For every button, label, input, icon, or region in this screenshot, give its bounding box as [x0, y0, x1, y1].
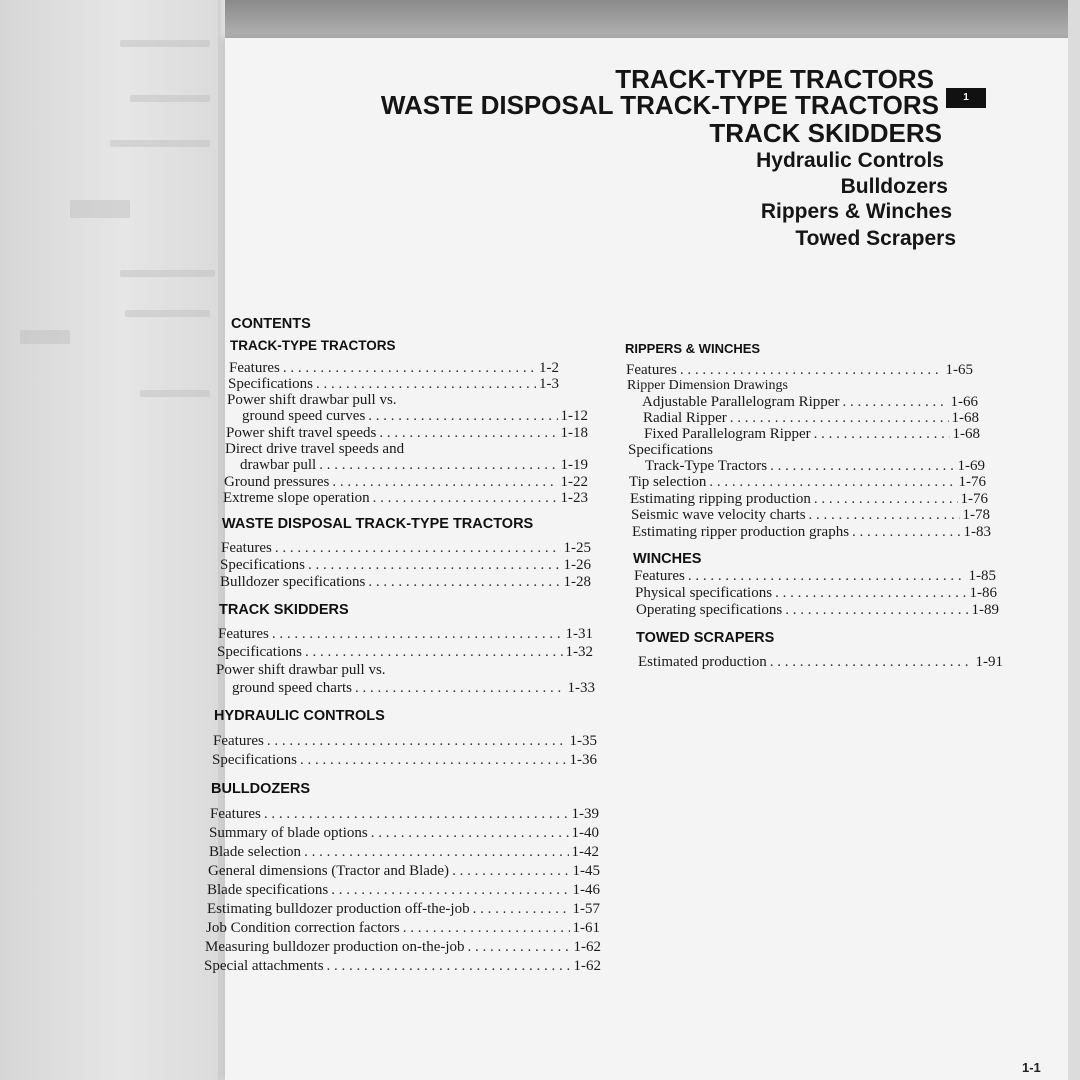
toc-label: Specifications — [212, 752, 297, 768]
section-track-skidders: TRACK SKIDDERS — [219, 602, 349, 618]
toc-label: Features — [626, 362, 677, 378]
section-rippers-winches: RIPPERS & WINCHES — [625, 341, 761, 356]
toc-page: 1-65 — [945, 362, 973, 378]
toc-label: Features — [210, 806, 261, 822]
subtitle-towed-scrapers: Towed Scrapers — [795, 227, 956, 250]
toc-page: 1-2 — [539, 360, 559, 376]
toc-page: 1-85 — [968, 568, 996, 584]
toc-label: Fixed Parallelogram Ripper — [644, 426, 811, 442]
toc-label: Specifications — [220, 557, 305, 573]
title-track-type-tractors: TRACK-TYPE TRACTORS — [615, 64, 934, 94]
toc-label: Blade selection — [209, 844, 302, 860]
toc-label: Measuring bulldozer production on-the-job — [205, 939, 465, 955]
toc-page: 1-39 — [571, 806, 599, 822]
toc-row[interactable] — [632, 525, 991, 540]
subtitle-rippers-winches: Rippers & Winches — [760, 200, 952, 223]
toc-page: 1-78 — [962, 507, 990, 523]
toc-row[interactable] — [242, 409, 588, 424]
toc-page: 1-36 — [569, 752, 597, 768]
section-towed-scrapers: TOWED SCRAPERS — [636, 630, 775, 646]
toc-label: Track-Type Tractors — [645, 458, 768, 474]
toc-label: Features — [229, 360, 280, 376]
toc-page: 1-31 — [565, 626, 593, 642]
toc-label: Features — [218, 626, 269, 642]
toc-row[interactable] — [229, 361, 559, 376]
toc-row[interactable] — [629, 475, 986, 490]
toc-row[interactable] — [224, 475, 588, 490]
toc-label: Tip selection — [629, 474, 707, 490]
toc-row[interactable] — [205, 940, 601, 955]
toc-label: drawbar pull — [240, 457, 317, 473]
toc-row[interactable] — [631, 508, 990, 523]
toc-page: 1-32 — [565, 644, 593, 660]
section-bulldozers: BULLDOZERS — [211, 781, 311, 797]
toc-page: 1-23 — [560, 490, 588, 506]
toc-label: Estimating bulldozer production off-the-job — [207, 901, 470, 917]
toc-page: 1-89 — [971, 602, 999, 618]
toc-label: Blade specifications — [207, 882, 329, 898]
toc-row[interactable] — [645, 459, 985, 474]
toc-row[interactable] — [630, 492, 988, 507]
toc-label: Ground pressures — [224, 474, 330, 490]
toc-label: Seismic wave velocity charts — [631, 507, 806, 523]
toc-label: Special attachments — [204, 958, 324, 974]
toc-label: Operating specifications — [636, 602, 783, 618]
toc-label: Radial Ripper — [643, 410, 727, 426]
toc-row[interactable] — [221, 541, 591, 556]
toc-page: 1-19 — [560, 457, 588, 473]
toc-label: Extreme slope operation — [223, 490, 370, 506]
toc-page: 1-3 — [539, 376, 559, 392]
toc-label: Estimated production — [638, 654, 767, 670]
toc-page: 1-83 — [963, 524, 991, 540]
toc-page: 1-45 — [572, 863, 600, 879]
top-shadow — [225, 0, 1080, 40]
toc-row[interactable] — [210, 807, 599, 822]
toc-row[interactable] — [207, 883, 600, 898]
toc-label: Ripper Dimension Drawings — [627, 378, 788, 393]
toc-label: Features — [634, 568, 685, 584]
toc-row[interactable] — [209, 845, 599, 860]
toc-row[interactable] — [207, 902, 600, 917]
toc-label: Estimating ripping production — [630, 491, 811, 507]
toc-row[interactable] — [635, 586, 997, 601]
toc-page: 1-40 — [571, 825, 599, 841]
toc-label: Physical specifications — [635, 585, 773, 601]
toc-row[interactable] — [217, 645, 593, 660]
toc-label: General dimensions (Tractor and Blade) — [208, 863, 450, 879]
toc-row[interactable] — [204, 959, 601, 974]
toc-label: Specifications — [217, 644, 302, 660]
toc-page: 1-42 — [571, 844, 599, 860]
toc-page: 1-28 — [563, 574, 591, 590]
toc-page: 1-57 — [572, 901, 600, 917]
toc-label: Features — [213, 733, 264, 749]
toc-page: 1-12 — [560, 408, 588, 424]
toc-row[interactable] — [209, 826, 599, 841]
toc-row[interactable] — [223, 491, 588, 506]
toc-page: 1-61 — [572, 920, 600, 936]
toc-row[interactable] — [213, 734, 597, 749]
toc-label: ground speed curves — [242, 408, 366, 424]
subtitle-hydraulic-controls: Hydraulic Controls — [756, 149, 944, 172]
toc-page: 1-62 — [573, 958, 601, 974]
toc-label: Summary of blade options — [209, 825, 368, 841]
toc-row[interactable] — [208, 864, 600, 879]
toc-row[interactable] — [642, 395, 978, 410]
title-track-skidders: TRACK SKIDDERS — [709, 118, 942, 148]
toc-row[interactable] — [220, 575, 591, 590]
toc-page: 1-68 — [952, 426, 980, 442]
facing-page — [0, 0, 225, 1080]
subtitle-bulldozers: Bulldozers — [840, 175, 948, 198]
toc-row[interactable] — [644, 427, 980, 442]
toc-page: 1-18 — [560, 425, 588, 441]
toc-page: 1-76 — [960, 491, 988, 507]
toc-row[interactable] — [218, 627, 593, 642]
toc-page: 1-26 — [563, 557, 591, 573]
toc-label: Power shift drawbar pull vs. — [227, 392, 397, 408]
toc-label: Estimating ripper production graphs — [632, 524, 850, 540]
toc-row[interactable] — [240, 458, 588, 473]
contents-heading: CONTENTS — [231, 316, 311, 332]
toc-row[interactable] — [220, 558, 591, 573]
page-edge — [1068, 0, 1080, 1080]
toc-page: 1-91 — [975, 654, 1003, 670]
toc-row[interactable] — [206, 921, 600, 936]
toc-row[interactable] — [634, 569, 996, 584]
toc-page: 1-22 — [560, 474, 588, 490]
toc-label: Job Condition correction factors — [206, 920, 400, 936]
toc-label: Bulldozer specifications — [220, 574, 366, 590]
toc-row[interactable] — [626, 363, 973, 378]
section-waste-disposal: WASTE DISPOSAL TRACK-TYPE TRACTORS — [222, 516, 534, 532]
page-number: 1-1 — [1022, 1060, 1041, 1075]
toc-label: Specifications — [228, 376, 313, 392]
section-tab-marker: 1 — [946, 88, 986, 108]
toc-page: 1-68 — [951, 410, 979, 426]
toc-page: 1-35 — [569, 733, 597, 749]
toc-row[interactable] — [232, 681, 595, 696]
toc-label: Power shift drawbar pull vs. — [216, 662, 386, 678]
section-winches: WINCHES — [633, 551, 702, 567]
toc-page: 1-33 — [567, 680, 595, 696]
toc-page: 1-62 — [573, 939, 601, 955]
toc-label: Power shift travel speeds — [226, 425, 377, 441]
toc-label: Adjustable Parallelogram Ripper — [642, 394, 840, 410]
toc-page: 1-25 — [563, 540, 591, 556]
section-track-type-tractors: TRACK-TYPE TRACTORS — [230, 338, 396, 353]
toc-label: Features — [221, 540, 272, 556]
toc-page: 1-86 — [969, 585, 997, 601]
toc-row[interactable] — [212, 753, 597, 768]
toc-row[interactable] — [228, 377, 559, 392]
toc-page: 1-66 — [950, 394, 978, 410]
toc-row[interactable] — [636, 603, 999, 618]
toc-row[interactable] — [638, 655, 1003, 670]
title-waste-disposal: WASTE DISPOSAL TRACK-TYPE TRACTORS — [380, 90, 939, 120]
toc-row[interactable] — [643, 411, 979, 426]
section-hydraulic-controls: HYDRAULIC CONTROLS — [214, 708, 385, 724]
toc-label: Specifications — [628, 442, 713, 458]
toc-page: 1-69 — [957, 458, 985, 474]
toc-label: Direct drive travel speeds and — [225, 441, 405, 457]
toc-page: 1-76 — [958, 474, 986, 490]
toc-label: ground speed charts — [232, 680, 352, 696]
toc-row[interactable] — [226, 426, 588, 441]
toc-page: 1-46 — [572, 882, 600, 898]
